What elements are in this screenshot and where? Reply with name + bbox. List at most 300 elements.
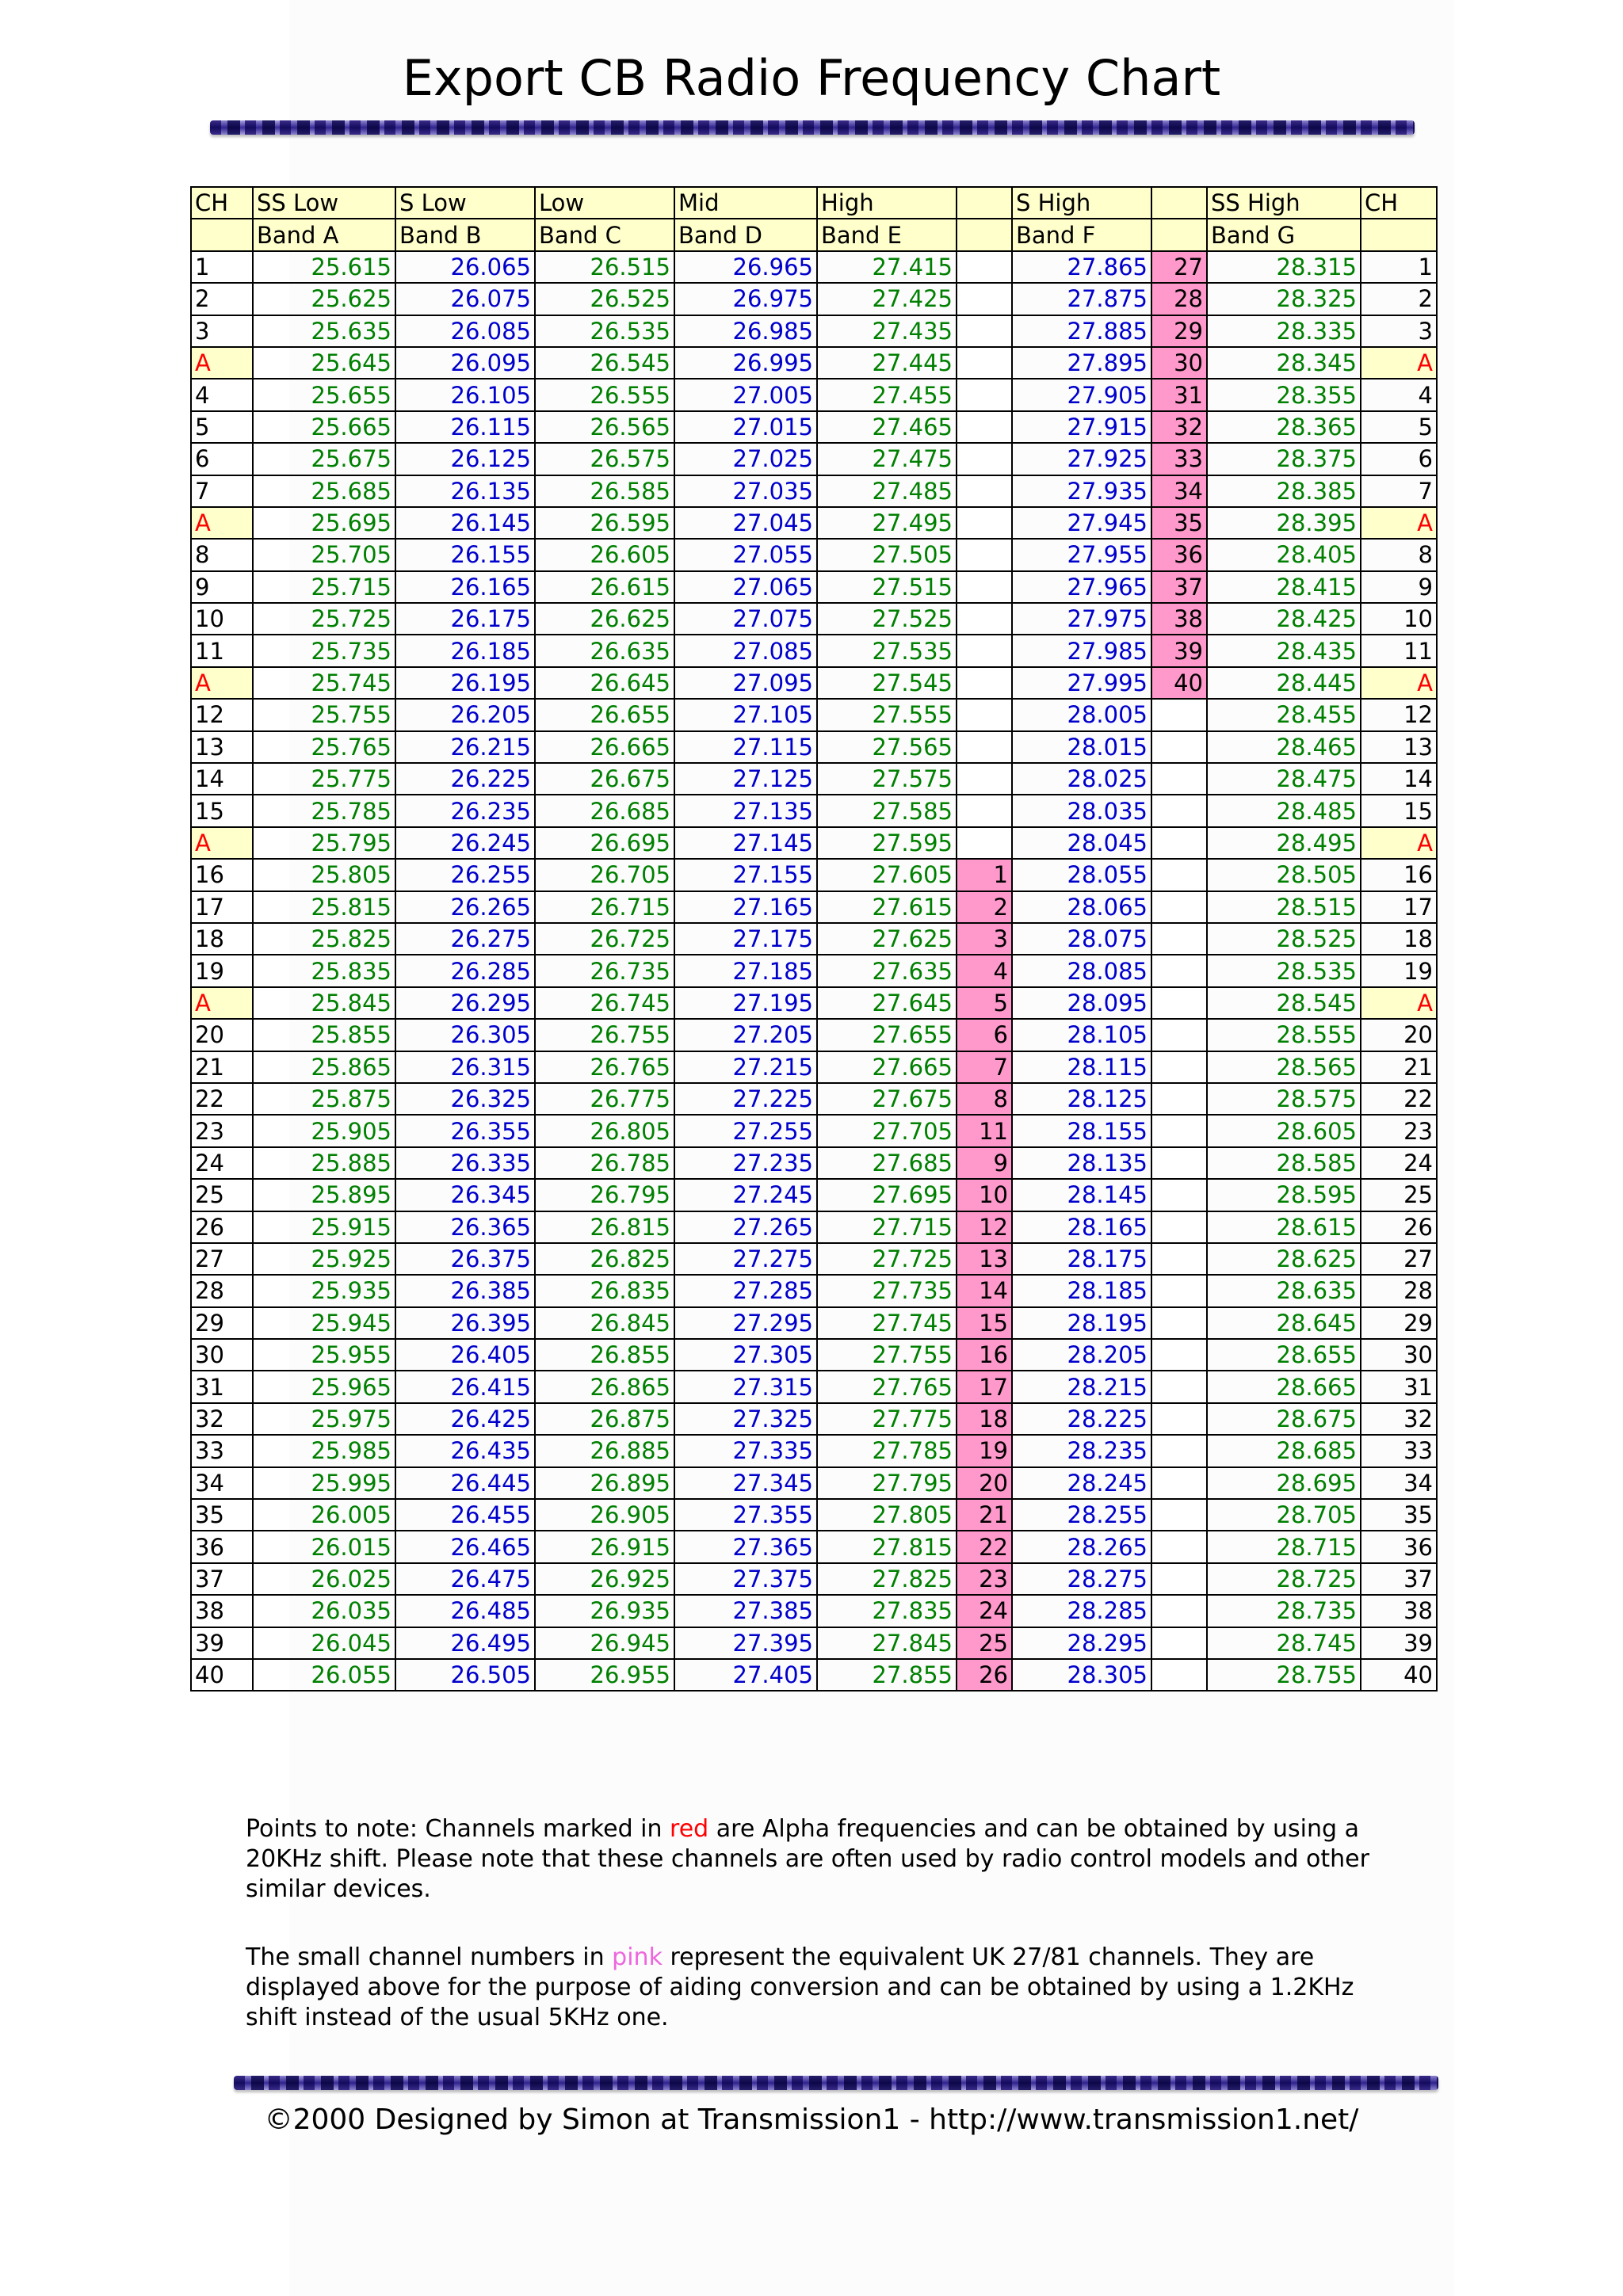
- band-a-cell: 26.045: [253, 1627, 395, 1659]
- band-f-cell: 27.975: [1012, 603, 1151, 635]
- band-d-cell: 27.325: [674, 1403, 817, 1435]
- band-d-cell: 27.115: [674, 731, 817, 763]
- band-f-cell: 28.075: [1012, 923, 1151, 955]
- channel-cell: 13: [1361, 731, 1437, 763]
- band-g-cell: 28.375: [1207, 443, 1361, 475]
- band-d-cell: 27.345: [674, 1467, 817, 1499]
- channel-cell: 25: [191, 1179, 253, 1211]
- band-d-cell: 27.275: [674, 1243, 817, 1275]
- uk-channel-cell: [1151, 955, 1207, 986]
- uk-channel-cell: 25: [957, 1627, 1012, 1659]
- uk-channel-cell: 14: [957, 1275, 1012, 1306]
- band-c-cell: 26.675: [535, 763, 674, 795]
- band-b-cell: 26.395: [395, 1307, 535, 1339]
- uk-channel-cell: 20: [957, 1467, 1012, 1499]
- table-row: [191, 1211, 1437, 1243]
- table-row: [191, 315, 1437, 347]
- table-row: [191, 955, 1437, 986]
- band-g-cell: 28.535: [1207, 955, 1361, 986]
- band-c-cell: 26.825: [535, 1243, 674, 1275]
- band-d-cell: 27.055: [674, 539, 817, 570]
- band-e-cell: 27.755: [817, 1339, 957, 1371]
- table-row: [191, 731, 1437, 763]
- band-f-cell: 27.955: [1012, 539, 1151, 570]
- uk-channel-cell: [957, 763, 1012, 795]
- band-c-cell: 26.555: [535, 379, 674, 410]
- channel-cell: 18: [191, 923, 253, 955]
- channel-cell: 36: [191, 1531, 253, 1562]
- alpha-note-text-end: are Alpha frequencies and can be obtained by using a 20KHz shift. Please note that these channels are often used by radio control models and other similar devices.: [246, 1815, 1369, 1903]
- column-header: SS Low: [253, 187, 395, 219]
- band-a-cell: 25.755: [253, 699, 395, 730]
- channel-cell: 30: [1361, 1339, 1437, 1371]
- band-g-cell: 28.565: [1207, 1051, 1361, 1083]
- band-g-cell: 28.485: [1207, 795, 1361, 826]
- channel-cell: 23: [1361, 1115, 1437, 1146]
- band-a-cell: 26.005: [253, 1499, 395, 1531]
- table-row: [191, 251, 1437, 283]
- uk-channel-cell: 29: [1151, 315, 1207, 347]
- uk-channel-cell: 17: [957, 1371, 1012, 1402]
- uk-channel-cell: 34: [1151, 475, 1207, 507]
- table-row: [191, 827, 1437, 859]
- band-c-cell: 26.535: [535, 315, 674, 347]
- table-row: [191, 1499, 1437, 1531]
- channel-cell: 24: [191, 1147, 253, 1179]
- alpha-note-text-start: Points to note: Channels marked in: [246, 1815, 670, 1843]
- uk-channel-cell: 15: [957, 1307, 1012, 1339]
- channel-cell: 39: [1361, 1627, 1437, 1659]
- band-d-cell: 26.995: [674, 347, 817, 379]
- channel-cell: 21: [191, 1051, 253, 1083]
- band-f-cell: 27.915: [1012, 411, 1151, 443]
- band-d-cell: 27.365: [674, 1531, 817, 1562]
- channel-cell: 34: [191, 1467, 253, 1499]
- band-d-cell: 27.075: [674, 603, 817, 635]
- band-c-cell: 26.705: [535, 859, 674, 891]
- band-a-cell: 25.885: [253, 1147, 395, 1179]
- band-a-cell: 25.995: [253, 1467, 395, 1499]
- uk-channel-cell: 31: [1151, 379, 1207, 410]
- uk-channel-cell: [957, 475, 1012, 507]
- band-e-cell: 27.805: [817, 1499, 957, 1531]
- band-b-cell: 26.095: [395, 347, 535, 379]
- band-a-cell: 25.985: [253, 1435, 395, 1466]
- column-header: [1151, 187, 1207, 219]
- band-c-cell: 26.845: [535, 1307, 674, 1339]
- band-g-cell: 28.555: [1207, 1019, 1361, 1051]
- band-b-cell: 26.085: [395, 315, 535, 347]
- band-g-cell: 28.735: [1207, 1595, 1361, 1627]
- band-c-cell: 26.575: [535, 443, 674, 475]
- uk-channel-cell: 7: [957, 1051, 1012, 1083]
- channel-cell: 31: [1361, 1371, 1437, 1402]
- band-a-cell: 26.035: [253, 1595, 395, 1627]
- channel-cell: 30: [191, 1339, 253, 1371]
- band-a-cell: 25.805: [253, 859, 395, 891]
- uk-channel-cell: 32: [1151, 411, 1207, 443]
- uk-channel-cell: [957, 411, 1012, 443]
- band-c-cell: 26.565: [535, 411, 674, 443]
- channel-cell: 27: [1361, 1243, 1437, 1275]
- channel-cell: 38: [191, 1595, 253, 1627]
- band-b-cell: 26.505: [395, 1659, 535, 1691]
- column-header: Band D: [674, 219, 817, 250]
- band-f-cell: 27.895: [1012, 347, 1151, 379]
- band-e-cell: 27.625: [817, 923, 957, 955]
- table-row: [191, 1627, 1437, 1659]
- band-g-cell: 28.495: [1207, 827, 1361, 859]
- channel-cell: 12: [191, 699, 253, 730]
- channel-cell: 32: [1361, 1403, 1437, 1435]
- band-c-cell: 26.625: [535, 603, 674, 635]
- band-g-cell: 28.755: [1207, 1659, 1361, 1691]
- band-b-cell: 26.105: [395, 379, 535, 410]
- channel-cell: A: [191, 987, 253, 1019]
- band-a-cell: 25.645: [253, 347, 395, 379]
- column-header: [1361, 219, 1437, 250]
- band-d-cell: 27.225: [674, 1083, 817, 1115]
- band-d-cell: 27.095: [674, 667, 817, 699]
- uk-channel-cell: [1151, 1499, 1207, 1531]
- channel-cell: 11: [191, 635, 253, 666]
- column-header: S Low: [395, 187, 535, 219]
- channel-cell: 7: [191, 475, 253, 507]
- band-g-cell: 28.505: [1207, 859, 1361, 891]
- channel-cell: A: [1361, 827, 1437, 859]
- band-e-cell: 27.555: [817, 699, 957, 730]
- uk-note-text-start: The small channel numbers in: [246, 1943, 613, 1971]
- channel-cell: 1: [191, 251, 253, 283]
- channel-cell: 32: [191, 1403, 253, 1435]
- band-a-cell: 25.705: [253, 539, 395, 570]
- column-header: [1151, 219, 1207, 250]
- alpha-note: [246, 1814, 1411, 1905]
- band-d-cell: 27.165: [674, 891, 817, 923]
- channel-cell: 4: [191, 379, 253, 410]
- band-a-cell: 25.745: [253, 667, 395, 699]
- band-a-cell: 25.865: [253, 1051, 395, 1083]
- band-b-cell: 26.475: [395, 1563, 535, 1595]
- uk-channel-cell: 35: [1151, 507, 1207, 539]
- band-e-cell: 27.635: [817, 955, 957, 986]
- uk-channel-cell: [957, 827, 1012, 859]
- uk-channel-cell: 23: [957, 1563, 1012, 1595]
- uk-channel-cell: 36: [1151, 539, 1207, 570]
- column-header: Mid: [674, 187, 817, 219]
- band-f-cell: 27.865: [1012, 251, 1151, 283]
- band-f-cell: 28.125: [1012, 1083, 1151, 1115]
- band-b-cell: 26.445: [395, 1467, 535, 1499]
- band-a-cell: 25.855: [253, 1019, 395, 1051]
- uk-channel-cell: [1151, 1243, 1207, 1275]
- band-c-cell: 26.815: [535, 1211, 674, 1243]
- uk-channel-cell: 16: [957, 1339, 1012, 1371]
- band-c-cell: 26.905: [535, 1499, 674, 1531]
- channel-cell: 26: [1361, 1211, 1437, 1243]
- band-a-cell: 26.055: [253, 1659, 395, 1691]
- channel-cell: 5: [191, 411, 253, 443]
- uk-channel-cell: 11: [957, 1115, 1012, 1146]
- channel-cell: 16: [191, 859, 253, 891]
- band-a-cell: 25.935: [253, 1275, 395, 1306]
- band-g-cell: 28.325: [1207, 283, 1361, 315]
- uk-channel-cell: 28: [1151, 283, 1207, 315]
- channel-cell: 37: [1361, 1563, 1437, 1595]
- band-e-cell: 27.615: [817, 891, 957, 923]
- column-header: [957, 187, 1012, 219]
- table-row: [191, 1051, 1437, 1083]
- band-e-cell: 27.455: [817, 379, 957, 410]
- band-b-cell: 26.205: [395, 699, 535, 730]
- band-e-cell: 27.575: [817, 763, 957, 795]
- band-a-cell: 25.775: [253, 763, 395, 795]
- channel-cell: 35: [191, 1499, 253, 1531]
- table-row: [191, 795, 1437, 826]
- channel-cell: 20: [1361, 1019, 1437, 1051]
- band-f-cell: 28.055: [1012, 859, 1151, 891]
- band-b-cell: 26.295: [395, 987, 535, 1019]
- table-row: [191, 571, 1437, 603]
- uk-channel-cell: [1151, 987, 1207, 1019]
- table-row: [191, 987, 1437, 1019]
- band-g-cell: 28.705: [1207, 1499, 1361, 1531]
- band-d-cell: 27.175: [674, 923, 817, 955]
- band-a-cell: 25.665: [253, 411, 395, 443]
- uk-channel-cell: 37: [1151, 571, 1207, 603]
- band-g-cell: 28.595: [1207, 1179, 1361, 1211]
- channel-cell: 9: [191, 571, 253, 603]
- band-d-cell: 27.205: [674, 1019, 817, 1051]
- uk-channel-cell: 10: [957, 1179, 1012, 1211]
- uk-channel-cell: [1151, 891, 1207, 923]
- channel-cell: A: [1361, 507, 1437, 539]
- uk-channel-cell: 9: [957, 1147, 1012, 1179]
- band-c-cell: 26.715: [535, 891, 674, 923]
- channel-cell: 22: [1361, 1083, 1437, 1115]
- alpha-note-red-word: red: [670, 1815, 709, 1843]
- band-c-cell: 26.775: [535, 1083, 674, 1115]
- channel-cell: 38: [1361, 1595, 1437, 1627]
- band-a-cell: 25.715: [253, 571, 395, 603]
- table-row: [191, 1531, 1437, 1562]
- table-row: [191, 923, 1437, 955]
- uk-channel-cell: [1151, 699, 1207, 730]
- channel-cell: 6: [191, 443, 253, 475]
- band-c-cell: 26.655: [535, 699, 674, 730]
- uk-channel-cell: [957, 795, 1012, 826]
- table-row: [191, 507, 1437, 539]
- table-row: [191, 411, 1437, 443]
- uk-channel-cell: [957, 347, 1012, 379]
- channel-cell: 29: [1361, 1307, 1437, 1339]
- band-g-cell: 28.445: [1207, 667, 1361, 699]
- column-header: Band E: [817, 219, 957, 250]
- band-a-cell: 25.905: [253, 1115, 395, 1146]
- band-g-cell: 28.395: [1207, 507, 1361, 539]
- uk-channel-cell: [957, 507, 1012, 539]
- band-c-cell: 26.635: [535, 635, 674, 666]
- uk-channel-cell: [957, 315, 1012, 347]
- channel-cell: 15: [191, 795, 253, 826]
- band-a-cell: 25.815: [253, 891, 395, 923]
- band-e-cell: 27.435: [817, 315, 957, 347]
- band-c-cell: 26.735: [535, 955, 674, 986]
- band-e-cell: 27.745: [817, 1307, 957, 1339]
- band-c-cell: 26.525: [535, 283, 674, 315]
- band-g-cell: 28.415: [1207, 571, 1361, 603]
- uk-channel-cell: [1151, 1371, 1207, 1402]
- band-c-cell: 26.795: [535, 1179, 674, 1211]
- uk-channel-cell: 5: [957, 987, 1012, 1019]
- band-g-cell: 28.625: [1207, 1243, 1361, 1275]
- channel-cell: 8: [191, 539, 253, 570]
- channel-cell: 14: [1361, 763, 1437, 795]
- uk-channel-cell: 6: [957, 1019, 1012, 1051]
- band-c-cell: 26.885: [535, 1435, 674, 1466]
- channel-cell: 2: [1361, 283, 1437, 315]
- band-a-cell: 25.835: [253, 955, 395, 986]
- band-e-cell: 27.425: [817, 283, 957, 315]
- uk-channel-cell: [1151, 1563, 1207, 1595]
- band-e-cell: 27.815: [817, 1531, 957, 1562]
- table-row: [191, 1115, 1437, 1146]
- band-g-cell: 28.465: [1207, 731, 1361, 763]
- band-f-cell: 27.925: [1012, 443, 1151, 475]
- band-b-cell: 26.365: [395, 1211, 535, 1243]
- band-g-cell: 28.675: [1207, 1403, 1361, 1435]
- band-b-cell: 26.325: [395, 1083, 535, 1115]
- channel-cell: 35: [1361, 1499, 1437, 1531]
- band-e-cell: 27.785: [817, 1435, 957, 1466]
- channel-cell: 20: [191, 1019, 253, 1051]
- band-f-cell: 28.175: [1012, 1243, 1151, 1275]
- band-c-cell: 26.515: [535, 251, 674, 283]
- uk-channel-cell: 22: [957, 1531, 1012, 1562]
- band-c-cell: 26.855: [535, 1339, 674, 1371]
- band-g-cell: 28.335: [1207, 315, 1361, 347]
- column-header: High: [817, 187, 957, 219]
- column-header: Band A: [253, 219, 395, 250]
- band-e-cell: 27.605: [817, 859, 957, 891]
- table-row: [191, 1371, 1437, 1402]
- uk-channel-cell: [1151, 827, 1207, 859]
- band-d-cell: 27.135: [674, 795, 817, 826]
- channel-cell: A: [191, 667, 253, 699]
- table-row: [191, 1083, 1437, 1115]
- band-a-cell: 25.975: [253, 1403, 395, 1435]
- table-row: [191, 443, 1437, 475]
- uk-channel-cell: 4: [957, 955, 1012, 986]
- channel-cell: 29: [191, 1307, 253, 1339]
- channel-cell: 5: [1361, 411, 1437, 443]
- band-b-cell: 26.275: [395, 923, 535, 955]
- band-e-cell: 27.415: [817, 251, 957, 283]
- band-b-cell: 26.285: [395, 955, 535, 986]
- band-f-cell: 27.885: [1012, 315, 1151, 347]
- uk-channel-cell: [957, 731, 1012, 763]
- band-g-cell: 28.745: [1207, 1627, 1361, 1659]
- channel-cell: 10: [191, 603, 253, 635]
- band-e-cell: 27.775: [817, 1403, 957, 1435]
- band-d-cell: 27.005: [674, 379, 817, 410]
- uk-channel-cell: [1151, 859, 1207, 891]
- band-b-cell: 26.415: [395, 1371, 535, 1402]
- channel-cell: 37: [191, 1563, 253, 1595]
- column-header: Band B: [395, 219, 535, 250]
- channel-cell: 36: [1361, 1531, 1437, 1562]
- band-c-cell: 26.875: [535, 1403, 674, 1435]
- band-d-cell: 27.105: [674, 699, 817, 730]
- band-f-cell: 28.165: [1012, 1211, 1151, 1243]
- table-row: [191, 1595, 1437, 1627]
- band-g-cell: 28.345: [1207, 347, 1361, 379]
- band-f-cell: 27.935: [1012, 475, 1151, 507]
- channel-cell: 12: [1361, 699, 1437, 730]
- channel-cell: 24: [1361, 1147, 1437, 1179]
- band-b-cell: 26.465: [395, 1531, 535, 1562]
- uk-channel-cell: 38: [1151, 603, 1207, 635]
- band-g-cell: 28.695: [1207, 1467, 1361, 1499]
- band-c-cell: 26.865: [535, 1371, 674, 1402]
- uk-channel-cell: [957, 379, 1012, 410]
- band-a-cell: 25.725: [253, 603, 395, 635]
- column-header: CH: [1361, 187, 1437, 219]
- band-d-cell: 27.235: [674, 1147, 817, 1179]
- channel-cell: 16: [1361, 859, 1437, 891]
- band-a-cell: 25.765: [253, 731, 395, 763]
- uk-channel-cell: 19: [957, 1435, 1012, 1466]
- band-e-cell: 27.505: [817, 539, 957, 570]
- band-a-cell: 25.895: [253, 1179, 395, 1211]
- band-f-cell: 28.265: [1012, 1531, 1151, 1562]
- column-header: SS High: [1207, 187, 1361, 219]
- uk-channel-cell: 18: [957, 1403, 1012, 1435]
- column-header: Band F: [1012, 219, 1151, 250]
- band-b-cell: 26.155: [395, 539, 535, 570]
- page-title: Export CB Radio Frequency Chart: [402, 49, 1221, 107]
- channel-cell: 3: [1361, 315, 1437, 347]
- band-e-cell: 27.645: [817, 987, 957, 1019]
- channel-cell: A: [191, 347, 253, 379]
- band-f-cell: 28.225: [1012, 1403, 1151, 1435]
- band-a-cell: 25.875: [253, 1083, 395, 1115]
- band-d-cell: 27.035: [674, 475, 817, 507]
- band-b-cell: 26.215: [395, 731, 535, 763]
- uk-channel-cell: [957, 603, 1012, 635]
- band-d-cell: 27.285: [674, 1275, 817, 1306]
- column-header: Low: [535, 187, 674, 219]
- band-b-cell: 26.315: [395, 1051, 535, 1083]
- band-c-cell: 26.725: [535, 923, 674, 955]
- band-b-cell: 26.405: [395, 1339, 535, 1371]
- band-g-cell: 28.525: [1207, 923, 1361, 955]
- band-d-cell: 27.215: [674, 1051, 817, 1083]
- band-f-cell: 28.155: [1012, 1115, 1151, 1146]
- band-e-cell: 27.675: [817, 1083, 957, 1115]
- table-row: [191, 859, 1437, 891]
- uk-channel-cell: [1151, 1179, 1207, 1211]
- channel-cell: 40: [1361, 1659, 1437, 1691]
- band-e-cell: 27.835: [817, 1595, 957, 1627]
- band-a-cell: 26.025: [253, 1563, 395, 1595]
- uk-channel-cell: 24: [957, 1595, 1012, 1627]
- band-e-cell: 27.565: [817, 731, 957, 763]
- band-b-cell: 26.185: [395, 635, 535, 666]
- header-row: [191, 219, 1437, 250]
- decorative-divider-bottom: [234, 2076, 1438, 2090]
- band-d-cell: 27.195: [674, 987, 817, 1019]
